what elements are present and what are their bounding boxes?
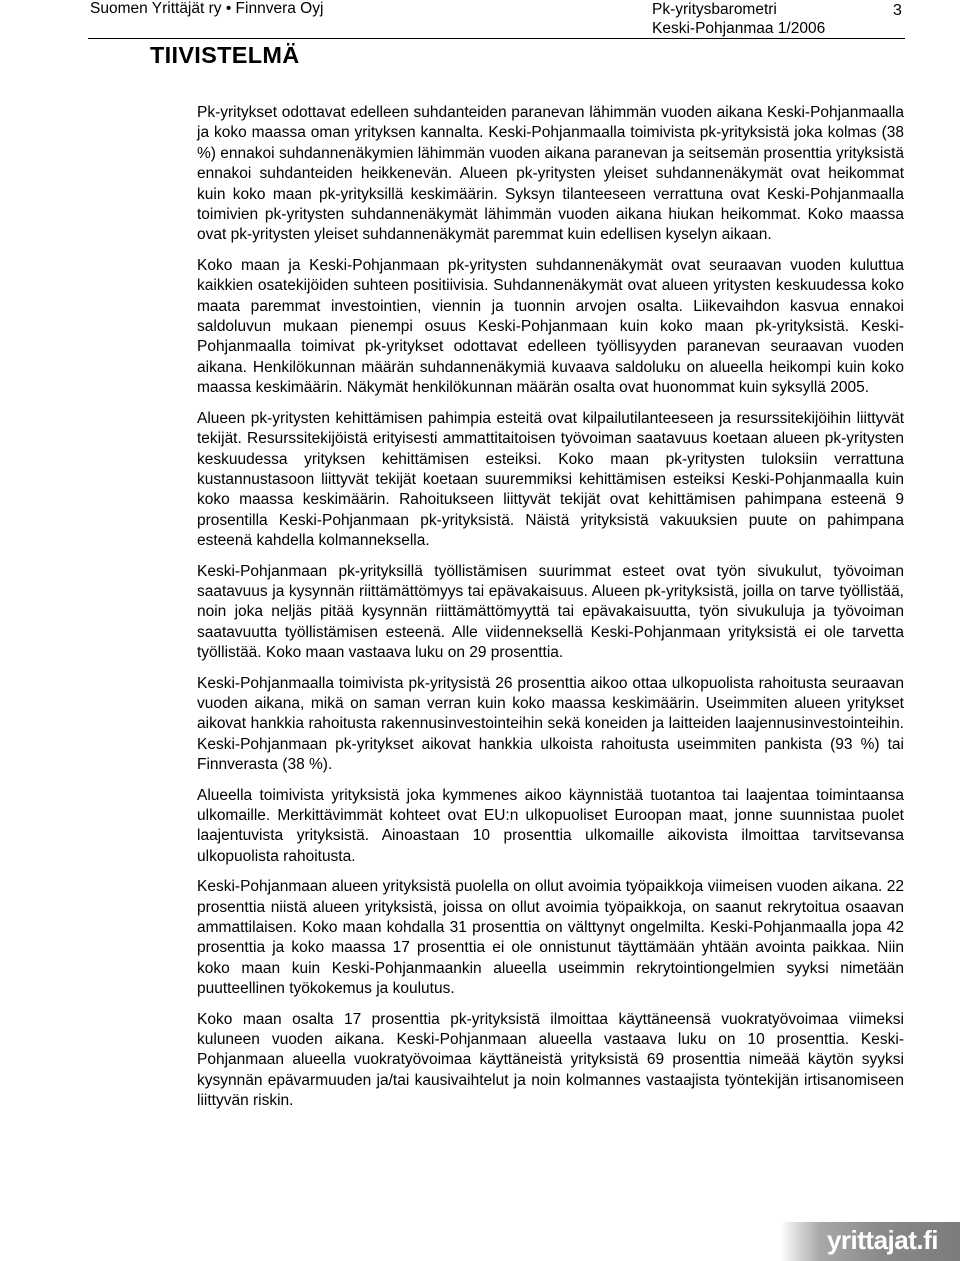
header-divider [88, 38, 905, 39]
page-number: 3 [893, 2, 902, 19]
paragraph-2: Koko maan ja Keski-Pohjanmaan pk-yritysten suhdannenäkymät ovat seuraavan vuoden kuluttua kaikkien osatekijöiden suhteen positiivisia. Suhdannenäkymät ovat alueen yritysten keskuudessa koko maata paremmat investointien, viennin ja tuonnin arvojen osalta. Liikevaihdon kasvua ennakoi saldoluvun mukaan pienempi osuus Keski-Pohjanmaan kuin koko maan pk-yrityksistä. Keski-Pohjanmaalla toimivat pk-yritykset odottavat edelleen työllisyyden paranevan seuraavan vuoden aikana. Henkilökunnan määrän suhdannenäkymiä kuvaava saldoluku on alueella heikompi kuin koko maassa keskimäärin. Näkymät henkilökunnan määrän osalta ovat huonommat kuin syksyllä 2005. [197, 256, 904, 397]
paragraph-8: Koko maan osalta 17 prosenttia pk-yrityksistä ilmoittaa käyttäneensä vuokratyövoimaa viimeksi kuluneen vuoden aikana. Keski-Pohjanmaan alueella vastaava luku on 10 prosenttia. Keski-Pohjanmaan alueella vuokratyövoimaa käyttäneistä yrityksistä 69 prosenttia nimeää käytön syyksi kysynnän epävarmuuden ja/tai kausivaihtelut ja noin kolmannes vastaajista työntekijän irtisanomiseen liittyvän riskin. [197, 1010, 904, 1110]
paragraph-1: Pk-yritykset odottavat edelleen suhdanteiden paranevan lähimmän vuoden aikana Keski-Pohjanmaalla ja koko maassa oman yrityksen kannalta. Keski-Pohjanmaalla toimivista pk-yrityksistä joka kolmas (38 %) ennakoi suhdannenäkymien lähimmän vuoden aikana paranevan ja seitsemän prosenttia yrityksistä ennakoi suhdanteiden heikkenevän. Alueen pk-yritysten yleiset suhdannenäkymät ovat heikommat kuin koko maan pk-yrityksillä keskimäärin. Syksyn tilanteeseen verrattuna ovat Keski-Pohjanmaalla toimivien pk-yritysten suhdannenäkymät lähimmän vuoden aikana hiukan heikommat. Koko maassa ovat pk-yritysten yleiset suhdannenäkymät paremmat kuin edellisen kyselyn aikaan. [197, 104, 904, 244]
yrittajat-logo [780, 1222, 960, 1261]
page-title: TIIVISTELMÄ [150, 42, 300, 68]
paragraph-6: Alueella toimivista yrityksistä joka kymmenes aikoo käynnistää tuotantoa tai laajentaa toimintaansa ulkomaille. Merkittävimmät kohteet ovat EU:n ulkopuoliset Euroopan maat, jonne suunnistaa puolet laajentuvista yrityksistä. Ainoastaan 10 prosenttia ulkomaille aikovista ilmoittaa tarvitsevansa ulkopuolista rahoitusta. [197, 786, 904, 865]
header-publisher: Suomen Yrittäjät ry • Finnvera Oyj [90, 0, 324, 17]
paragraph-5: Keski-Pohjanmaalla toimivista pk-yritysistä 26 prosenttia aikoo ottaa ulkopuolista rahoitusta seuraavan vuoden aikana, mikä on saman verran kuin koko maassa keskimäärin. Useimmiten alueen yritykset aikovat hankkia rahoitusta rakennusinvestointeihin sekä koneiden ja laitteiden laajennusinvestointeihin. Keski-Pohjanmaan pk-yritykset aikovat hankkia ulkoista rahoitusta useimmiten pankista (93 %) tai Finnverasta (38 %). [197, 674, 904, 774]
paragraph-3: Alueen pk-yritysten kehittämisen pahimpia esteitä ovat kilpailutilanteeseen ja resurssitekijöihin liittyvät tekijät. Resurssitekijöistä erityisesti ammattitaitoisen työvoiman saatavuus koetaan alueen pk-yritysten keskuudessa yrityksen kehittämisen esteiksi. Koko maan pk-yritysten tuloksiin verrattuna kustannustasoon liittyvät tekijät koetaan suuremmiksi kehittämisen esteiksi Keski-Pohjanmaalla kuin koko maassa keskimäärin. Rahoitukseen liittyvät tekijät ovat kehittämisen pahimpana esteenä 9 prosentilla Keski-Pohjanmaan pk-yrityksistä. Näistä yrityksistä vakuuksien puute on pahimpana esteenä kahdella kolmanneksella. [197, 409, 904, 550]
paragraph-4: Keski-Pohjanmaan pk-yrityksillä työllistämisen suurimmat esteet ovat työn sivukulut, työvoiman saatavuus ja kysynnän riittämättömyys tai epävakaisuus. Alueen pk-yrityksistä, joilla on tarve työllistää, noin joka neljäs pitää kysynnän riittämättömyyttä tai epävakaisuutta, työn sivukuluja ja työvoiman saatavuutta työllistämisen esteenä. Alle viidenneksellä Keski-Pohjanmaan yrityksistä ei ole tarvetta työllistää. Koko maan vastaava luku on 29 prosenttia. [197, 562, 904, 662]
logo-text: yrittajat.fi [826, 1225, 938, 1255]
header-report-title [652, 0, 825, 38]
header-report-region: Keski-Pohjanmaa 1/2006 [652, 20, 826, 37]
header-report-name: Pk-yritysbarometri [652, 1, 777, 18]
paragraph-7: Keski-Pohjanmaan alueen yrityksistä puolella on ollut avoimia työpaikkoja viimeisen vuoden aikana. 22 prosenttia niistä alueen yrityksistä, joissa on ollut avoimia työpaikkoja, on saanut rekrytoitua osaavan ammattilaisen. Koko maan kohdalla 31 prosenttia on välttynyt ongelmilta. Keski-Pohjanmaalla jopa 42 prosenttia ja koko maassa 17 prosenttia ei ole onnistunut täyttämään yhtään avointa paikkaa. Niin koko maan kuin Keski-Pohjanmaankin alueella useimmin rekrytointiongelmien syyksi nimetään puutteellinen työkokemus ja koulutus. [197, 878, 904, 998]
summary-body [197, 103, 904, 1122]
